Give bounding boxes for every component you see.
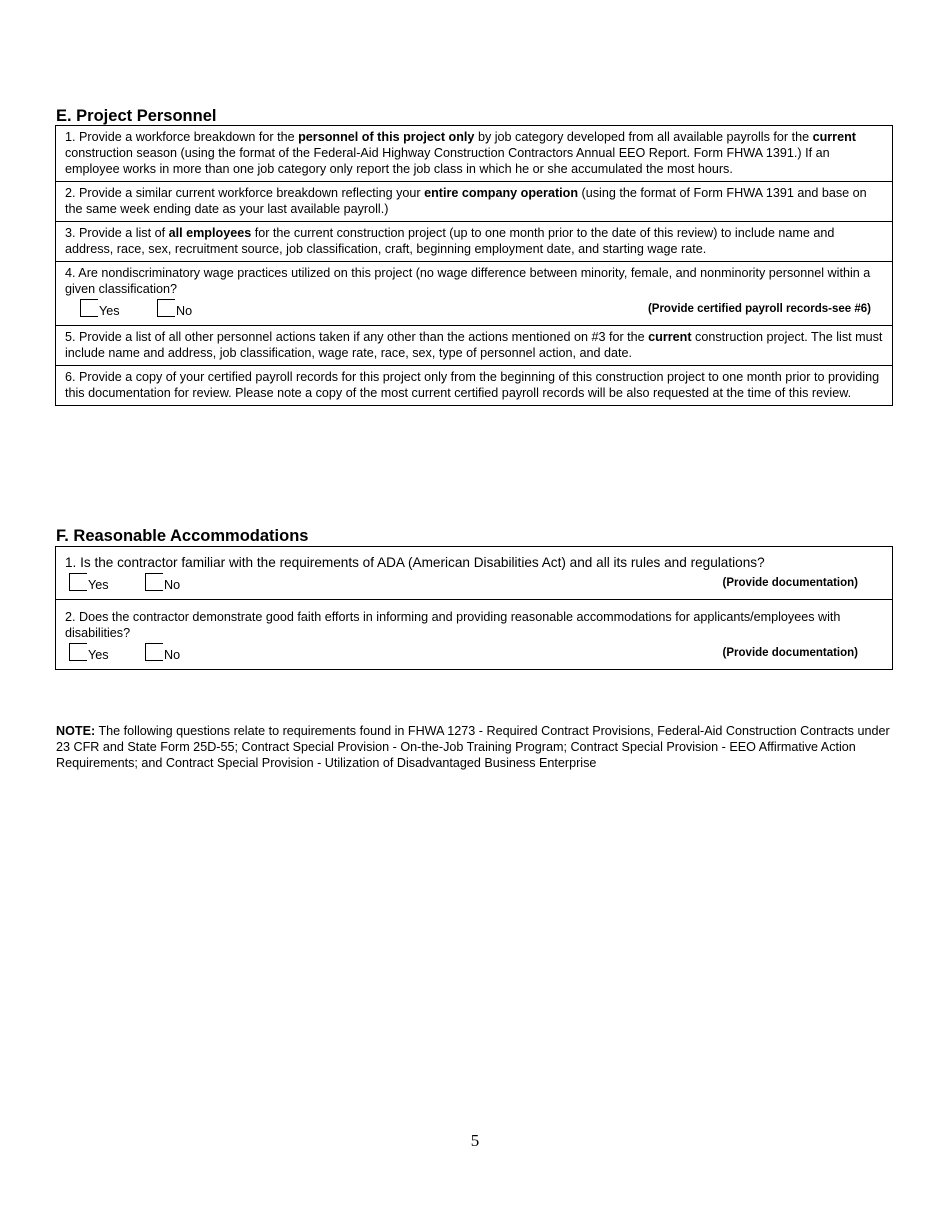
question-e1: 1. Provide a workforce breakdown for the personnel of this project only by job category developed from all available payrolls for the current construction season (using the format of the Federal-Aid Highway Construction Contractors Annual EEO Report. Form FHWA 1391.) If an employee works in more than one job category only report the job class in which he or she accumulated the most hours. xyxy=(65,130,856,176)
f2-no-label: No xyxy=(164,648,181,662)
section-e-title: E. Project Personnel xyxy=(56,107,217,125)
question-f1: 1. Is the contractor familiar with the requirements of ADA (American Disabilities Act) and all its rules and regulations? Yes No (Provide documentation) xyxy=(56,547,892,599)
question-f2: 2. Does the contractor demonstrate good faith efforts in informing and providing reasonable accommodations for applicants/employees with disabilities? Yes No (Provide documentation) xyxy=(56,599,892,669)
e4-yes-checkbox[interactable] xyxy=(80,299,98,317)
f2-yes-checkbox[interactable] xyxy=(69,643,87,661)
section-f-title: F. Reasonable Accommodations xyxy=(56,527,309,545)
e4-yes-label: Yes xyxy=(99,304,120,318)
f2-no-checkbox[interactable] xyxy=(145,643,163,661)
f1-no-label: No xyxy=(164,578,181,592)
question-e3: 3. Provide a list of all employees for the current construction project (up to one month prior to the date of this review) to include name and address, race, sex, recruitment source, job classification, craft, beginning employment date, and starting wage rate. xyxy=(56,221,892,261)
f2-provide-note: (Provide documentation) xyxy=(722,647,858,659)
f1-yes-label: Yes xyxy=(88,578,109,592)
f2-yes-label: Yes xyxy=(88,648,109,662)
reasonable-accommodations-table xyxy=(55,546,893,670)
e4-no-label: No xyxy=(176,304,193,318)
question-e2: 2. Provide a similar current workforce breakdown reflecting your entire company operation (using the format of Form FHWA 1391 and base on the same week ending date as your last available payroll.) xyxy=(56,181,892,221)
project-personnel-table xyxy=(55,125,893,406)
f1-answer-line xyxy=(65,573,883,595)
note-label: NOTE: xyxy=(56,724,96,738)
e4-answer-line xyxy=(65,299,883,321)
f1-no-checkbox[interactable] xyxy=(145,573,163,591)
f1-provide-note: (Provide documentation) xyxy=(722,577,858,589)
question-e4: 4. Are nondiscriminatory wage practices utilized on this project (no wage difference between minority, female, and nonminority personnel within a given classification? Yes No (Provide certified payroll records-see #6) xyxy=(56,261,892,325)
note-paragraph xyxy=(56,723,896,771)
e4-no-checkbox[interactable] xyxy=(157,299,175,317)
e4-provide-note: (Provide certified payroll records-see #6) xyxy=(647,303,871,315)
f2-answer-line xyxy=(65,643,883,665)
note-text: The following questions relate to requirements found in FHWA 1273 - Required Contract Provisions, Federal-Aid Construction Contracts under 23 CFR and State Form 25D-55; Contract Special Provision - On-the-Job Training Program; Contract Special Provision - EEO Affirmative Action Requirements; and Contract Special Provision - Utilization of Disadvantaged Business Enterprise xyxy=(56,724,890,770)
question-e5: 5. Provide a list of all other personnel actions taken if any other than the actions mentioned on #3 for the current construction project. The list must include name and address, job classification, wage rate, race, sex, type of personnel action, and date. xyxy=(56,325,892,365)
f1-yes-checkbox[interactable] xyxy=(69,573,87,591)
question-e6: 6. Provide a copy of your certified payroll records for this project only from the beginning of this construction project to one month prior to providing this documentation for review. Please note a copy of the most current certified payroll records will be also requested at the time of this review. xyxy=(56,365,892,405)
page-number: 5 xyxy=(470,1131,480,1150)
